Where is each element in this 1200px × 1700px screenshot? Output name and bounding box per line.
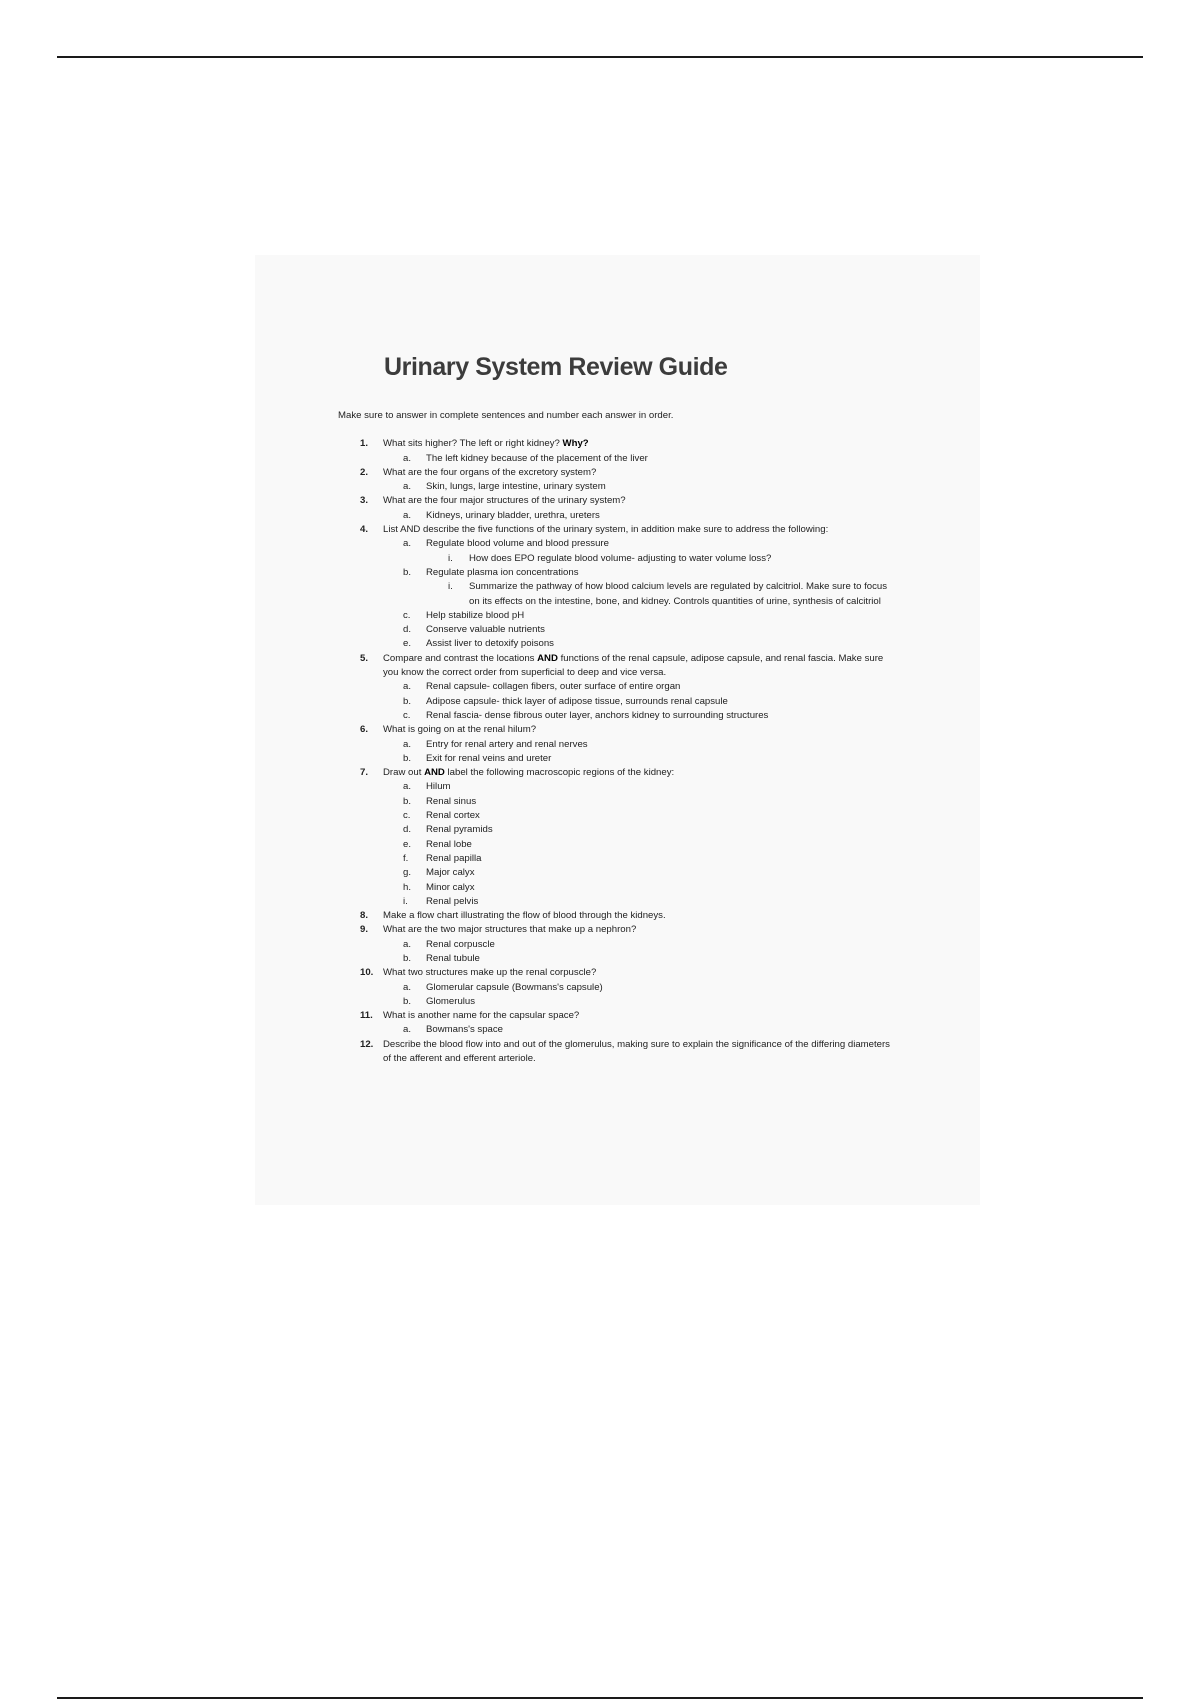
answer-letter: d. [403, 624, 412, 636]
answer-item [403, 537, 898, 566]
answer-item [403, 452, 898, 466]
question-text: List AND describe the five functions of the urinary system, in addition make sure to address the following: [383, 524, 829, 536]
answer-letter: b. [403, 695, 412, 707]
answer-item [403, 995, 898, 1009]
answer-list [383, 452, 898, 466]
question-item [360, 652, 898, 723]
answer-item [403, 809, 898, 823]
answer-text: Renal tubule [426, 952, 480, 964]
question-number: 7. [360, 767, 369, 779]
answer-item [403, 695, 898, 709]
sub-answer-item [448, 580, 898, 609]
answer-item [403, 738, 898, 752]
document-intro: Make sure to answer in complete sentences and number each answer in order. [338, 410, 674, 421]
answer-text: Regulate plasma ion concentrations [426, 566, 579, 578]
answer-text: Renal papilla [426, 852, 482, 864]
answer-list [383, 780, 898, 909]
answer-list [383, 938, 898, 967]
answer-text: Regulate blood volume and blood pressure [426, 538, 609, 550]
top-divider [57, 56, 1143, 58]
answer-list [383, 738, 898, 767]
question-text: What are the four major structures of the urinary system? [383, 495, 626, 507]
answer-item [403, 866, 898, 880]
answer-letter: a. [403, 738, 412, 750]
answer-letter: c. [403, 709, 411, 721]
answer-text: Minor calyx [426, 881, 475, 893]
answer-text: Renal lobe [426, 838, 472, 850]
sub-answer-numeral: i. [448, 581, 453, 593]
answer-item [403, 480, 898, 494]
question-text: What sits higher? The left or right kidney? Why? [383, 438, 589, 450]
answer-item [403, 981, 898, 995]
sub-answer-text: Summarize the pathway of how blood calcium levels are regulated by calcitriol. Make sure to focus on its effects on the intestine, bone, and kidney. Controls quantities of urine, synthesis of calcitriol [469, 581, 888, 607]
answer-text: Renal capsule- collagen fibers, outer surface of entire organ [426, 681, 681, 693]
question-text: Compare and contrast the locations AND functions of the renal capsule, adipose capsule, and renal fascia. Make sure you know the correct order from superficial to deep and vice versa. [383, 652, 884, 679]
question-item [360, 923, 898, 966]
answer-letter: a. [403, 781, 412, 793]
answer-list [383, 509, 898, 523]
question-item [360, 466, 898, 495]
answer-letter: c. [403, 810, 411, 822]
question-text: What are the two major structures that make up a nephron? [383, 924, 637, 936]
answer-item [403, 709, 898, 723]
question-item [360, 909, 898, 923]
document-content [338, 352, 898, 1066]
answer-item [403, 566, 898, 609]
answer-letter: e. [403, 638, 412, 650]
question-number: 8. [360, 910, 369, 922]
answer-text: Entry for renal artery and renal nerves [426, 738, 588, 750]
answer-text: Assist liver to detoxify poisons [426, 638, 554, 650]
answer-letter: b. [403, 752, 412, 764]
question-item [360, 766, 898, 909]
answer-text: The left kidney because of the placement of the liver [426, 452, 648, 464]
question-text: What is another name for the capsular space? [383, 1010, 580, 1022]
answer-letter: a. [403, 452, 412, 464]
answer-item [403, 680, 898, 694]
question-item [360, 723, 898, 766]
question-item [360, 1009, 898, 1038]
answer-letter: b. [403, 566, 412, 578]
question-item [360, 523, 898, 652]
answer-text: Conserve valuable nutrients [426, 624, 545, 636]
answer-item [403, 780, 898, 794]
answer-text: Major calyx [426, 867, 475, 879]
question-number: 2. [360, 466, 369, 478]
question-text: What is going on at the renal hilum? [383, 724, 537, 736]
answer-letter: a. [403, 981, 412, 993]
answer-text: Renal pelvis [426, 895, 479, 907]
question-emphasis: Why? [562, 438, 589, 450]
answer-text: Help stabilize blood pH [426, 609, 525, 621]
answer-letter: c. [403, 609, 411, 621]
answer-letter: a. [403, 938, 412, 950]
answer-text: Skin, lungs, large intestine, urinary system [426, 481, 606, 493]
question-item [360, 494, 898, 523]
question-number: 3. [360, 495, 369, 507]
sub-answer-item [448, 552, 898, 566]
question-number: 11. [360, 1010, 373, 1022]
answer-letter: a. [403, 538, 412, 550]
answer-letter: a. [403, 481, 412, 493]
answer-item [403, 795, 898, 809]
answer-letter: g. [403, 867, 412, 879]
question-number: 1. [360, 438, 369, 450]
bottom-divider [57, 1697, 1143, 1699]
answer-text: Bowmans's space [426, 1024, 504, 1036]
answer-item [403, 881, 898, 895]
answer-list [383, 981, 898, 1010]
question-text: Draw out AND label the following macroscopic regions of the kidney: [383, 767, 675, 779]
answer-item [403, 938, 898, 952]
answer-item [403, 609, 898, 623]
answer-item [403, 509, 898, 523]
question-item [360, 1038, 898, 1067]
question-emphasis: AND [537, 652, 558, 664]
answer-text: Renal sinus [426, 795, 477, 807]
answer-letter: d. [403, 824, 412, 836]
answer-letter: f. [403, 852, 409, 864]
question-item [360, 966, 898, 1009]
answer-item [403, 1023, 898, 1037]
question-emphasis: AND [424, 767, 445, 779]
question-number: 6. [360, 724, 369, 736]
answer-letter: b. [403, 952, 412, 964]
sub-answer-text: How does EPO regulate blood volume- adjusting to water volume loss? [469, 552, 772, 564]
answer-list [383, 680, 898, 723]
answer-item [403, 637, 898, 651]
answer-item [403, 852, 898, 866]
answer-item [403, 895, 898, 909]
answer-letter: a. [403, 681, 412, 693]
question-list [338, 437, 898, 1066]
answer-text: Glomerular capsule (Bowmans's capsule) [426, 981, 603, 993]
sub-answer-list [426, 580, 898, 609]
question-number: 12. [360, 1038, 374, 1050]
answer-letter: e. [403, 838, 412, 850]
answer-list [383, 537, 898, 651]
question-text: What are the four organs of the excretory system? [383, 466, 597, 478]
answer-list [383, 480, 898, 494]
answer-letter: b. [403, 995, 412, 1007]
answer-text: Hilum [426, 781, 451, 793]
answer-text: Kidneys, urinary bladder, urethra, ureters [426, 509, 600, 521]
answer-letter: a. [403, 509, 412, 521]
document-title: Urinary System Review Guide [384, 353, 728, 381]
answer-text: Exit for renal veins and ureter [426, 752, 552, 764]
answer-text: Renal corpuscle [426, 938, 495, 950]
answer-item [403, 623, 898, 637]
answer-letter: h. [403, 881, 412, 893]
answer-text: Renal cortex [426, 810, 480, 822]
answer-text: Renal fascia- dense fibrous outer layer, anchors kidney to surrounding structures [426, 709, 769, 721]
answer-item [403, 838, 898, 852]
question-number: 10. [360, 967, 374, 979]
answer-item [403, 823, 898, 837]
answer-letter: b. [403, 795, 412, 807]
question-number: 5. [360, 652, 369, 664]
question-number: 9. [360, 924, 369, 936]
sub-answer-numeral: i. [448, 552, 453, 564]
answer-letter: i. [403, 895, 408, 907]
answer-text: Adipose capsule- thick layer of adipose tissue, surrounds renal capsule [426, 695, 728, 707]
question-text: Make a flow chart illustrating the flow of blood through the kidneys. [383, 910, 666, 922]
answer-item [403, 752, 898, 766]
question-number: 4. [360, 524, 369, 536]
question-text: What two structures make up the renal corpuscle? [383, 967, 597, 979]
answer-text: Glomerulus [426, 995, 476, 1007]
answer-list [383, 1023, 898, 1037]
answer-item [403, 952, 898, 966]
question-text: Describe the blood flow into and out of the glomerulus, making sure to explain the significance of the differing diameters of the afferent and efferent arteriole. [383, 1038, 890, 1065]
question-item [360, 437, 898, 466]
answer-letter: a. [403, 1024, 412, 1036]
answer-text: Renal pyramids [426, 824, 493, 836]
sub-answer-list [426, 552, 898, 566]
